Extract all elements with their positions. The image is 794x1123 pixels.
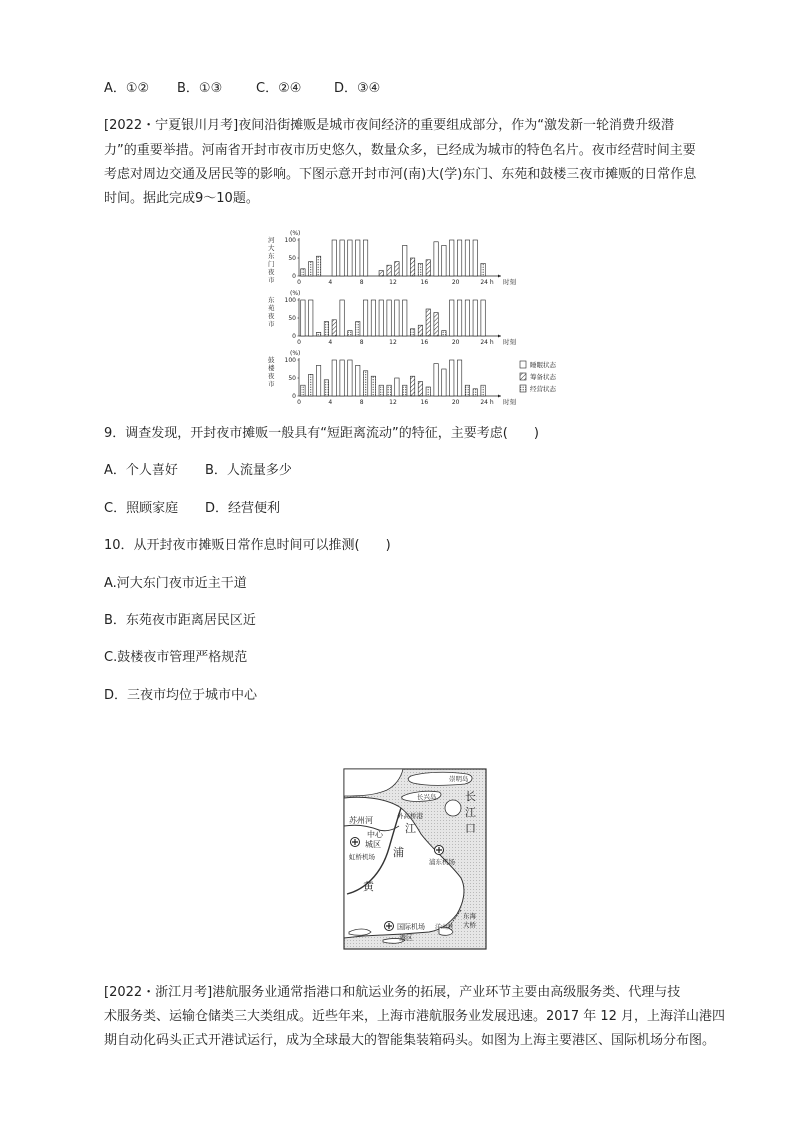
label-suzhouhe: 苏州河	[349, 816, 373, 825]
panel-label-char: 夜	[268, 312, 275, 320]
q8-option-c: C．②④	[256, 81, 302, 96]
q8-option-b: B．①③	[177, 81, 223, 96]
q9-option-c: C．照顾家庭	[104, 501, 179, 516]
label-jiang2: 江	[465, 806, 476, 819]
panel-label-char: 市	[268, 320, 275, 328]
chart-bar	[363, 240, 367, 276]
q10-option-c: C.鼓楼夜市管理严格规范	[104, 650, 248, 665]
chart-bar	[465, 300, 469, 336]
x-tick-label: 8	[359, 399, 364, 406]
chart-bar	[387, 385, 391, 396]
pudong-airport-icon	[435, 846, 444, 855]
intro1-line3: 考虑对周边交通及居民等的影响。下图示意开封市河(南)大(学)东门、东苑和鼓楼三夜市摊贩的日常作息	[104, 167, 697, 182]
chart-svg	[262, 226, 572, 412]
shanghai-port-map	[343, 768, 487, 950]
chart-bar	[395, 378, 399, 396]
q9-stem: 9．调查发现，开封夜市摊贩一般具有“短距离流动”的特征，主要考虑( )	[104, 426, 539, 441]
label-kou: 口	[465, 822, 476, 835]
chart-bar	[348, 240, 352, 276]
chart-bar	[379, 385, 383, 396]
chart-bar	[473, 300, 477, 336]
x-tick-label: 20	[451, 399, 460, 406]
x-axis-arrow	[498, 395, 501, 398]
q9-option-d: D．经营便利	[205, 501, 281, 516]
x-axis-label: 时刻	[503, 338, 516, 346]
chart-bar	[332, 320, 336, 336]
chart-bar	[403, 245, 407, 276]
panel-label-char: 鼓	[268, 356, 275, 364]
chart-bar	[450, 240, 454, 276]
chart-bar	[426, 260, 430, 276]
chart-bar	[356, 365, 360, 396]
y-tick-label: 0	[292, 333, 296, 340]
label-chongming: 崇明岛	[449, 775, 469, 783]
label-chengqu: 城区	[365, 840, 381, 849]
chart-bar	[356, 240, 360, 276]
x-tick-label: 4	[328, 339, 333, 346]
chart-bar	[356, 322, 360, 336]
chart-bar	[434, 313, 438, 336]
chart-bar	[403, 300, 407, 336]
x-axis-arrow	[498, 335, 501, 338]
chart-bar	[371, 376, 375, 396]
q10-option-d: D．三夜市均位于城市中心	[104, 688, 258, 703]
label-waigaoqiao: 外高桥港	[397, 812, 423, 820]
chart-bar	[316, 256, 320, 276]
legend-label: 经营状态	[530, 385, 556, 393]
x-tick-label: 0	[297, 279, 301, 286]
chart-bar	[379, 300, 383, 336]
chart-bar	[426, 387, 430, 396]
x-tick-label: 20	[451, 339, 460, 346]
legend-swatch	[520, 361, 526, 368]
chart-bar	[301, 269, 305, 276]
small-island	[445, 800, 461, 816]
chart-bar	[340, 300, 344, 336]
chart-bar	[481, 385, 485, 396]
chart-bar	[332, 360, 336, 396]
chart-bar	[442, 369, 446, 396]
chart-bar	[481, 263, 485, 276]
legend-label: 筹备状态	[530, 373, 556, 381]
x-tick-label: 4	[328, 279, 333, 286]
panel-label-char: 门	[268, 260, 275, 268]
chart-bar	[457, 360, 461, 396]
legend-label: 睡眠状态	[530, 361, 556, 369]
x-tick-label: 0	[297, 399, 301, 406]
q10-option-a: A.河大东门夜市近主干道	[104, 576, 247, 591]
label-pudong: 浦东机场	[429, 858, 455, 866]
x-tick-label: 16	[420, 279, 429, 286]
label-hongqiao: 虹桥机场	[349, 853, 375, 861]
chart-bar	[332, 240, 336, 276]
chart-bar	[481, 300, 485, 336]
intro2-line3: 期自动化码头正式开港试运行，成为全球最大的智能集装箱码头。如图为上海主要港区、国际机场分布图。	[104, 1033, 716, 1048]
chart-bar	[301, 300, 305, 336]
chart-bar	[418, 325, 422, 336]
panel-label-char: 大	[268, 244, 275, 252]
x-tick-label: 0	[297, 339, 301, 346]
x-tick-label: 20	[451, 279, 460, 286]
vendor-schedule-chart	[262, 226, 572, 412]
y-tick-label: 0	[292, 393, 296, 400]
y-tick-label: 0	[292, 273, 296, 280]
intro1-line4: 时间。据此完成9～10题。	[104, 191, 259, 206]
label-chang: 长	[465, 790, 476, 803]
panel-label-char: 东	[268, 252, 275, 260]
intro2-line2: 术服务类、运输仓储类三大类组成。近些年来，上海市港航服务业发展迅速。2017 年 12 月，上海洋山港四	[104, 1009, 726, 1024]
label-donghai: 东海	[463, 912, 476, 920]
chart-bar	[442, 245, 446, 276]
label-huang: 黄	[363, 880, 374, 893]
chart-bar	[473, 389, 477, 396]
chart-bar	[395, 262, 399, 276]
label-guoji: 国际机场	[397, 923, 425, 931]
q10-stem: 10．从开封夜市摊贩日常作息时间可以推测( )	[104, 538, 391, 553]
chart-bar	[465, 240, 469, 276]
chart-bar	[316, 332, 320, 336]
x-tick-label: 4	[328, 399, 333, 406]
chart-bar	[410, 329, 414, 336]
label-jiang: 江	[405, 822, 416, 835]
x-tick-label: 24 h	[480, 279, 494, 286]
panel-label-char: 楼	[268, 364, 275, 372]
intro1-line2: 力”的重要举措。河南省开封市夜市历史悠久，数量众多，已经成为城市的特色名片。夜市经营时间主要	[104, 143, 696, 158]
chart-bar	[309, 262, 313, 276]
chart-bar	[316, 365, 320, 396]
chart-bar	[473, 240, 477, 276]
x-tick-label: 8	[359, 279, 364, 286]
label-daqiao: 大桥	[463, 921, 476, 929]
chart-bar	[434, 242, 438, 276]
chart-bar	[309, 374, 313, 396]
chart-bar	[395, 300, 399, 336]
x-tick-label: 12	[389, 399, 397, 406]
chart-bar	[340, 360, 344, 396]
chart-bar	[418, 263, 422, 276]
x-axis-label: 时刻	[503, 398, 516, 406]
panel-label-char: 夜	[268, 372, 275, 380]
x-axis-label: 时刻	[503, 278, 516, 286]
chart-bar	[418, 382, 422, 396]
x-tick-label: 12	[389, 279, 397, 286]
chart-bar	[403, 385, 407, 396]
panel-label-char: 东	[268, 296, 275, 304]
chart-bar	[457, 300, 461, 336]
panel-label-char: 夜	[268, 268, 275, 276]
y-tick-label: 100	[284, 237, 296, 244]
y-unit-label: (%)	[290, 290, 301, 297]
map-svg	[343, 768, 487, 950]
x-tick-label: 12	[389, 339, 397, 346]
label-gangqu: 港区	[399, 934, 413, 942]
label-zhongxin: 中心	[367, 830, 383, 839]
chart-bar	[410, 258, 414, 276]
q8-option-d: D．③④	[334, 81, 381, 96]
chart-bar	[363, 300, 367, 336]
chart-bar	[379, 271, 383, 276]
y-tick-label: 50	[288, 375, 296, 382]
x-tick-label: 24 h	[480, 339, 494, 346]
chart-bar	[324, 380, 328, 396]
legend-swatch	[520, 385, 526, 392]
chart-bar	[426, 309, 430, 336]
panel-label-char: 市	[268, 276, 275, 284]
x-tick-label: 24 h	[480, 399, 494, 406]
y-tick-label: 50	[288, 255, 296, 262]
q10-option-b: B．东苑夜市距离居民区近	[104, 613, 256, 628]
y-unit-label: (%)	[290, 350, 301, 357]
chart-bar	[363, 371, 367, 396]
chart-bar	[371, 300, 375, 336]
international-airport-icon	[385, 922, 394, 931]
chart-bar	[348, 331, 352, 336]
x-axis-arrow	[498, 275, 501, 278]
chart-bar	[442, 331, 446, 336]
label-pu: 浦	[393, 846, 404, 859]
panel-label-char: 河	[268, 236, 275, 244]
label-changxing: 长兴岛	[417, 793, 437, 801]
chart-bar	[324, 322, 328, 336]
chart-bar	[340, 240, 344, 276]
intro2-line1: [2022・浙江月考]港航服务业通常指港口和航运业务的拓展，产业环节主要由高级服务类、代理与技	[104, 985, 681, 1000]
chart-bar	[434, 364, 438, 396]
chart-bar	[450, 360, 454, 396]
q9-option-b: B．人流量多少	[205, 463, 292, 478]
chart-bar	[450, 300, 454, 336]
label-yangshan: 洋山港	[435, 924, 454, 931]
y-tick-label: 100	[284, 297, 296, 304]
panel-label-char: 苑	[268, 304, 275, 312]
x-tick-label: 8	[359, 339, 364, 346]
legend-swatch	[520, 373, 526, 380]
chart-bar	[309, 300, 313, 336]
q8-option-a: A．①②	[104, 81, 150, 96]
q9-option-a: A．个人喜好	[104, 463, 178, 478]
y-tick-label: 50	[288, 315, 296, 322]
hongqiao-airport-icon	[351, 838, 360, 847]
intro1-line1: [2022・宁夏银川月考]夜间沿街摊贩是城市夜间经济的重要组成部分，作为“激发新一轮消费升级潜	[104, 118, 674, 133]
chart-bar	[457, 240, 461, 276]
chart-bar	[387, 300, 391, 336]
y-unit-label: (%)	[290, 230, 301, 237]
x-tick-label: 16	[420, 399, 429, 406]
chart-bar	[410, 376, 414, 396]
x-tick-label: 16	[420, 339, 429, 346]
chart-bar	[465, 385, 469, 396]
chart-bar	[348, 360, 352, 396]
chart-bar	[387, 265, 391, 276]
panel-label-char: 市	[268, 380, 275, 388]
y-tick-label: 100	[284, 357, 296, 364]
chart-bar	[301, 385, 305, 396]
